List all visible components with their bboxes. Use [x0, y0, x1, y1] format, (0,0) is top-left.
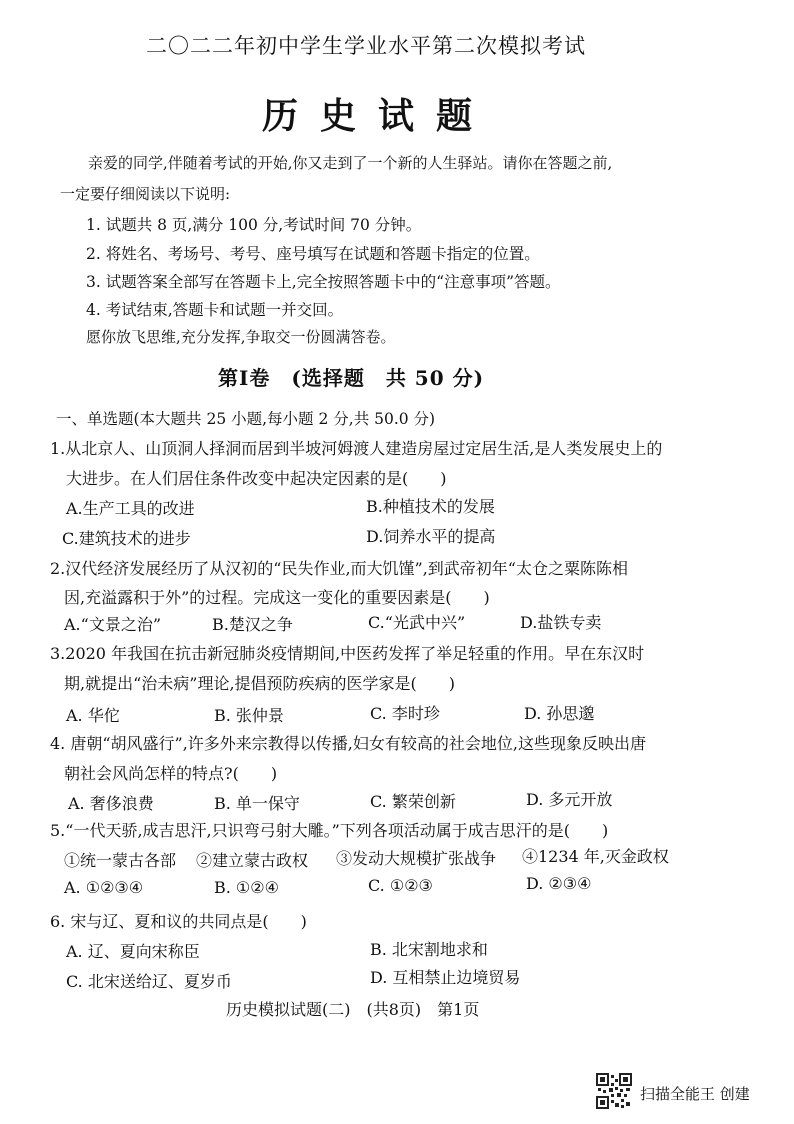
- question-3-option-a: A. 华佗: [66, 706, 120, 725]
- question-4-option-b: B. 单一保守: [214, 794, 300, 813]
- question-1-stem-line1: 1.从北京人、山顶洞人择洞而居到半坡河姆渡人建造房屋过定居生活,是人类发展史上的: [50, 439, 663, 458]
- qr-code-icon: [596, 1073, 632, 1109]
- question-2-stem-line2: 因,充溢露积于外”的过程。完成这一变化的重要因素是( ): [64, 588, 490, 607]
- question-6-option-c: C. 北宋送给辽、夏岁币: [66, 972, 232, 991]
- question-6-stem-line1: 6. 宋与辽、夏和议的共同点是( ): [50, 912, 307, 931]
- question-5-item-2: ②建立蒙古政权: [196, 851, 309, 870]
- question-3-option-c: C. 李时珍: [370, 704, 440, 723]
- intro-greeting-line1: 亲爱的同学,伴随着考试的开始,你又走到了一个新的人生驿站。请你在答题之前,: [88, 154, 613, 172]
- question-3-option-b: B. 张仲景: [214, 706, 284, 725]
- question-1-option-a: A.生产工具的改进: [66, 499, 195, 518]
- question-2-option-c: C.“光武中兴”: [368, 613, 466, 632]
- question-5-item-1: ①统一蒙古各部: [64, 851, 177, 870]
- question-5-option-d: D. ②③④: [526, 874, 592, 893]
- page-footer: 历史模拟试题(二) (共8页) 第1页: [226, 1000, 480, 1019]
- question-3-stem-line1: 3.2020 年我国在抗击新冠肺炎疫情期间,中医药发挥了举足轻重的作用。早在东汉时: [50, 644, 645, 663]
- question-6-option-b: B. 北宋割地求和: [370, 940, 488, 959]
- question-1-option-b: B.种植技术的发展: [366, 497, 495, 516]
- question-5-option-a: A. ①②③④: [64, 878, 144, 897]
- question-5-item-3: ③发动大规模扩张战争: [336, 849, 497, 868]
- instruction-item: 3. 试题答案全部写在答题卡上,完全按照答题卡中的“注意事项”答题。: [86, 273, 561, 291]
- question-2-option-a: A.“文景之治”: [64, 615, 162, 634]
- part-heading: 一、单选题(本大题共 25 小题,每小题 2 分,共 50.0 分): [56, 410, 436, 428]
- question-4-option-d: D. 多元开放: [526, 790, 613, 809]
- question-6-option-a: A. 辽、夏向宋称臣: [66, 942, 200, 961]
- section-title: 第Ⅰ卷 (选择题 共 50 分): [218, 366, 485, 390]
- question-6-option-d: D. 互相禁止边境贸易: [370, 968, 521, 987]
- exam-title: 二〇二二年初中学生学业水平第二次模拟考试: [146, 34, 586, 58]
- question-5-stem-line1: 5.“一代天骄,成吉思汗,只识弯弓射大雕。”下列各项活动属于成吉思汗的是( ): [50, 821, 609, 840]
- question-2-stem-line1: 2.汉代经济发展经历了从汉初的“民失作业,而大饥馑”,到武帝初年“太仓之粟陈陈相: [50, 559, 628, 578]
- intro-greeting-line2: 一定要仔细阅读以下说明:: [60, 185, 231, 203]
- question-1-stem-line2: 大进步。在人们居住条件改变中起决定因素的是( ): [66, 469, 447, 488]
- question-4-option-c: C. 繁荣创新: [370, 792, 456, 811]
- question-1-option-c: C.建筑技术的进步: [62, 529, 191, 548]
- instruction-item: 2. 将姓名、考场号、考号、座号填写在试题和答题卡指定的位置。: [86, 245, 540, 263]
- question-5-option-b: B. ①②④: [214, 878, 279, 897]
- question-2-option-d: D.盐铁专卖: [520, 613, 602, 632]
- subject-title: 历史试题: [262, 95, 495, 137]
- question-3-option-d: D. 孙思邈: [524, 704, 595, 723]
- instruction-item: 1. 试题共 8 页,满分 100 分,考试时间 70 分钟。: [86, 216, 422, 234]
- question-2-option-b: B.楚汉之争: [212, 615, 293, 634]
- question-4-option-a: A. 奢侈浪费: [68, 794, 154, 813]
- scanner-watermark: 扫描全能王 创建: [640, 1085, 750, 1103]
- intro-wish: 愿你放飞思维,充分发挥,争取交一份圆满答卷。: [86, 328, 396, 346]
- question-1-option-d: D.饲养水平的提高: [366, 527, 496, 546]
- question-4-stem-line2: 朝社会风尚怎样的特点?( ): [64, 764, 278, 783]
- instruction-item: 4. 考试结束,答题卡和试题一并交回。: [86, 301, 344, 319]
- question-3-stem-line2: 期,就提出“治未病”理论,提倡预防疾病的医学家是( ): [64, 674, 456, 693]
- question-5-item-4: ④1234 年,灭金政权: [522, 847, 669, 866]
- question-4-stem-line1: 4. 唐朝“胡风盛行”,许多外来宗教得以传播,妇女有较高的社会地位,这些现象反映出唐: [50, 734, 646, 753]
- question-5-option-c: C. ①②③: [368, 876, 433, 895]
